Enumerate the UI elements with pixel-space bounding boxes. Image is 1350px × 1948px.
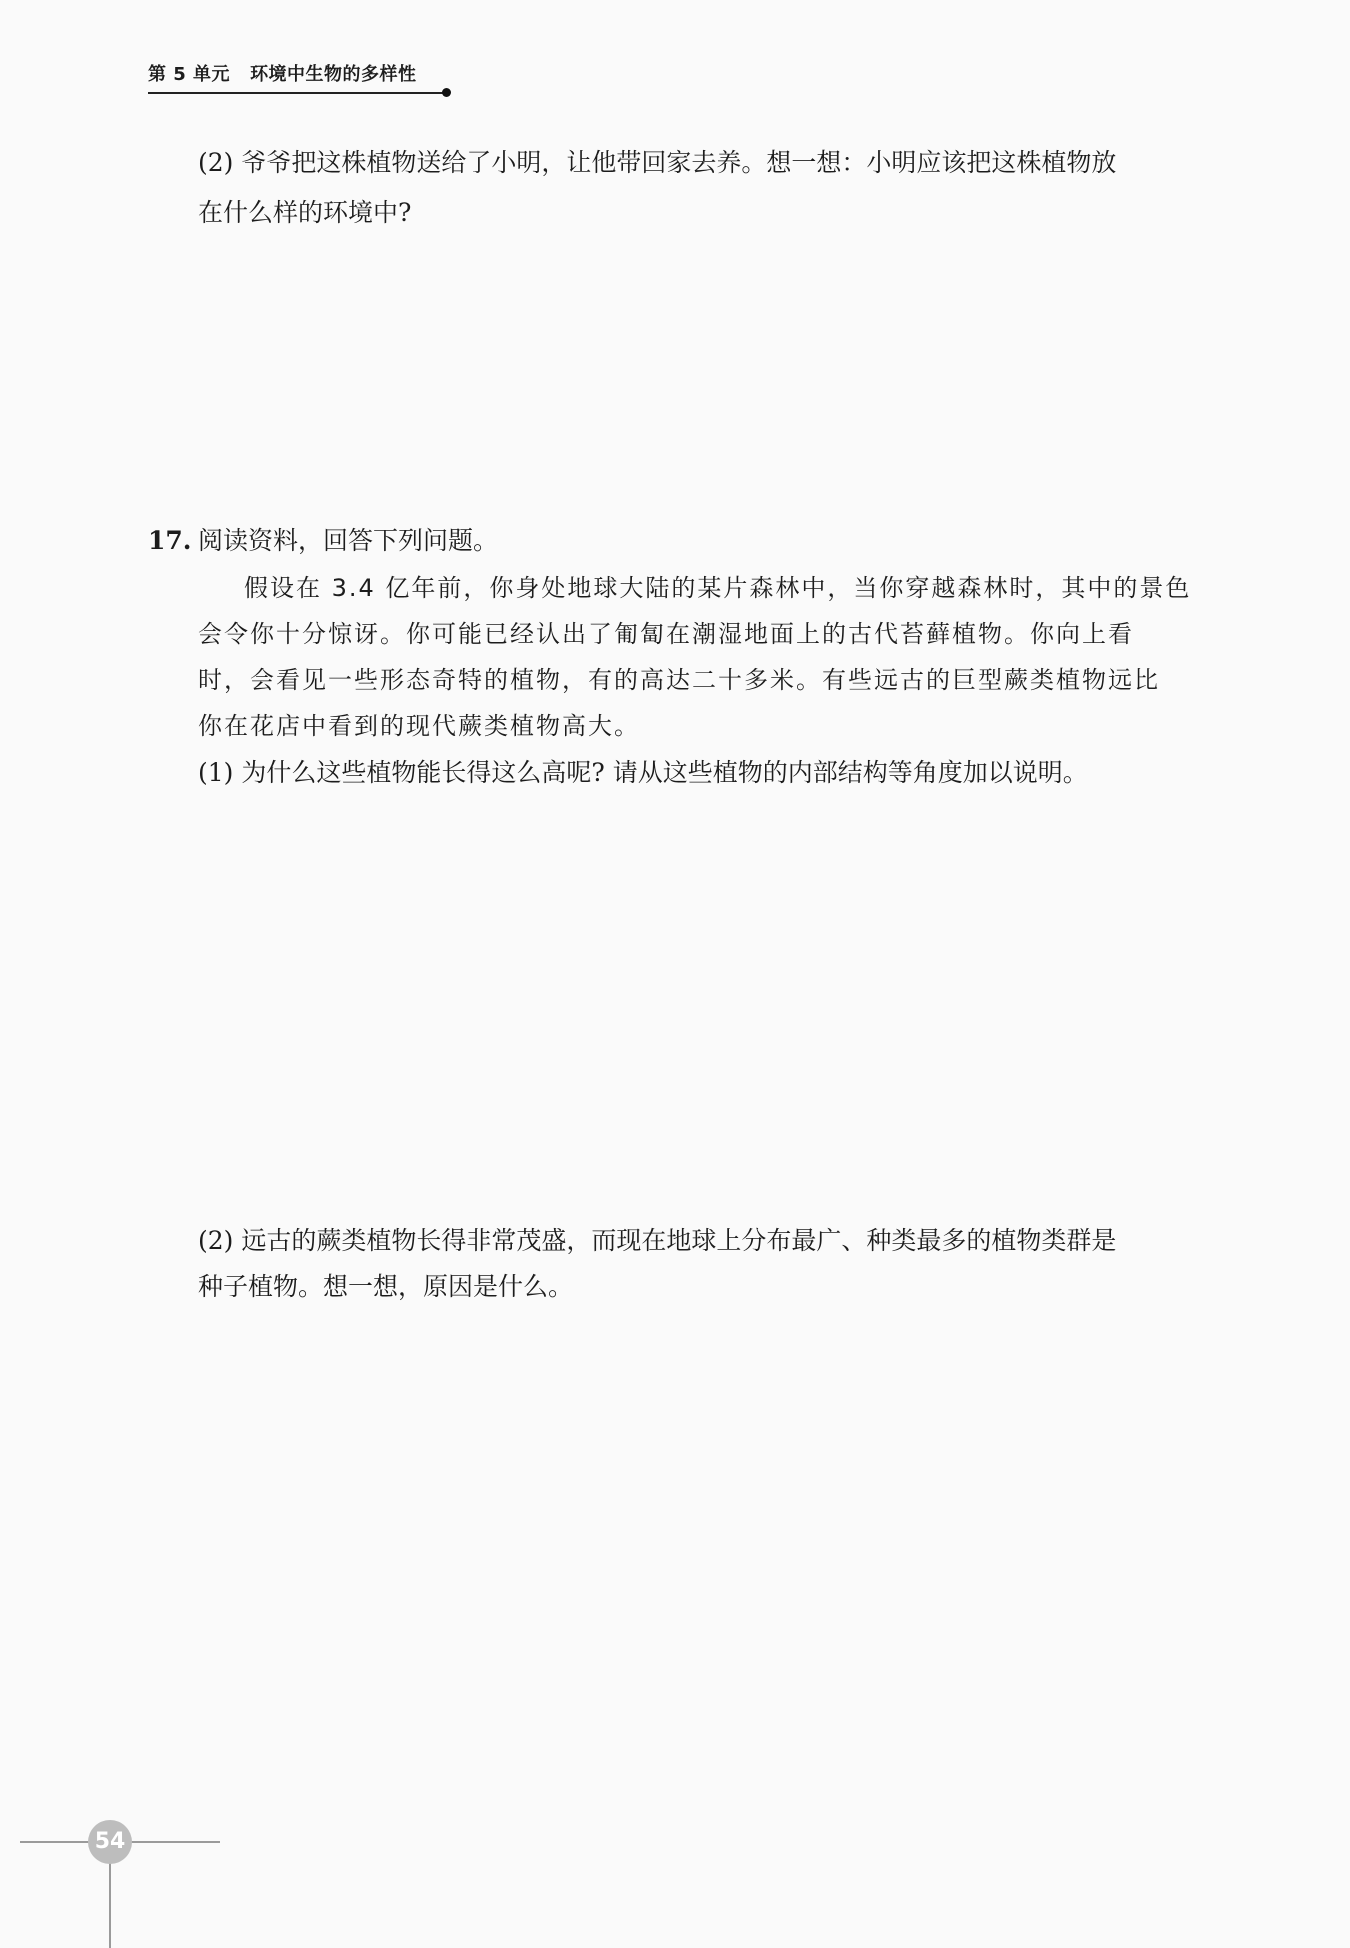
header-dot: [442, 88, 451, 97]
header-rule: [148, 92, 446, 94]
q16-part2-line1: (2) 爷爷把这株植物送给了小明，让他带回家去养。想一想：小明应该把这株植物放: [198, 148, 1117, 177]
q17-passage-line3: 时，会看见一些形态奇特的植物，有的高达二十多米。有些远古的巨型蕨类植物远比: [198, 666, 1160, 694]
q17-part1: (1) 为什么这些植物能长得这么高呢? 请从这些植物的内部结构等角度加以说明。: [198, 758, 1088, 787]
q17-number: 17.: [148, 526, 192, 555]
q16-part2-line2: 在什么样的环境中?: [198, 198, 412, 227]
unit-title: 环境中生物的多样性: [250, 64, 417, 85]
header-text: [148, 62, 454, 88]
page-number: 54: [88, 1820, 132, 1864]
q17-part2-line1: (2) 远古的蕨类植物长得非常茂盛，而现在地球上分布最广、种类最多的植物类群是: [198, 1226, 1117, 1255]
q17-passage-line1: 假设在 3.4 亿年前，你身处地球大陆的某片森林中，当你穿越森林时，其中的景色: [244, 574, 1192, 602]
q17-passage-line4: 你在花店中看到的现代蕨类植物高大。: [198, 712, 640, 740]
running-header: [148, 62, 454, 96]
q17-part2-line2: 种子植物。想一想，原因是什么。: [198, 1272, 574, 1301]
footer-rule-vertical: [109, 1860, 111, 1948]
q17-passage-line2: 会令你十分惊讶。你可能已经认出了匍匐在潮湿地面上的古代苔藓植物。你向上看: [198, 620, 1134, 648]
unit-label: 第 5 单元: [148, 64, 231, 85]
q17-prompt: 阅读资料，回答下列问题。: [198, 526, 499, 555]
